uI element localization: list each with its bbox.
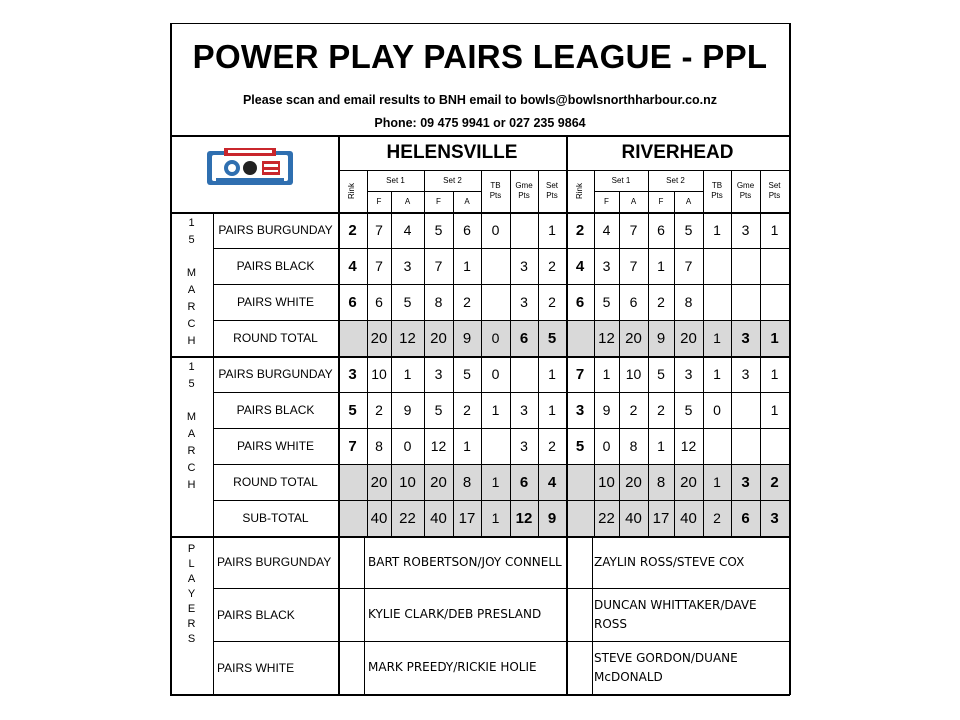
table-row-home-cell: 2 <box>375 402 383 418</box>
table-row-home-cell: 2 <box>463 402 471 418</box>
table-row-away-cell: 3 <box>684 366 693 382</box>
subtotal-row-home-cell: 40 <box>430 509 447 527</box>
table-row-home-cell: 0 <box>491 366 500 382</box>
table-row-home-cell: 7 <box>375 258 383 274</box>
players-side-label: P L A Y E R S <box>187 543 196 645</box>
bowls-north-harbour-logo <box>206 147 294 187</box>
gme-pts-header-away: Gme Pts <box>736 181 755 200</box>
round-total-row-away-cell: 8 <box>656 473 666 491</box>
table-row-away-cell: 1 <box>657 258 665 274</box>
round-total-row-home-cell: 20 <box>430 473 447 491</box>
round-total-row-home-cell: 12 <box>399 329 416 347</box>
tb-pts-header-home: TB Pts <box>489 181 502 200</box>
players-home-names: BART ROBERTSON/JOY CONNELL <box>368 554 562 569</box>
outer-border <box>170 694 790 696</box>
subtotal-row-away-cell: 22 <box>598 509 615 527</box>
table-row-home-cell: 6 <box>348 293 357 311</box>
table-row-away-cell: 2 <box>629 402 638 418</box>
table-row-home-cell: 3 <box>520 438 528 454</box>
table-row-label: PAIRS BURGUNDAY <box>218 367 333 381</box>
table-row-away-cell: 1 <box>602 366 611 382</box>
round-total-row-home-cell: 0 <box>491 330 500 346</box>
table-row-away-cell: 1 <box>770 222 779 238</box>
table-row-home-cell: 9 <box>403 402 412 418</box>
subtotal-row-home-cell: 22 <box>399 509 416 527</box>
table-row-away-cell: 0 <box>713 402 721 418</box>
round-total-row-home-cell: 8 <box>462 473 472 491</box>
table-row-home-cell: 8 <box>375 438 383 454</box>
table-row-home-cell: 5 <box>348 401 357 419</box>
table-row-away-cell: 7 <box>629 258 638 274</box>
table-row-away-cell: 3 <box>741 366 750 382</box>
round-total-row-away-cell: 3 <box>741 473 750 491</box>
players-row-label: PAIRS WHITE <box>217 660 295 675</box>
set2-header-home: Set 2 <box>443 175 462 185</box>
table-row-home-cell: 4 <box>348 257 357 275</box>
table-row-away-cell: 0 <box>602 438 611 454</box>
table-row-home-cell: 10 <box>371 366 387 382</box>
table-row-away-cell: 1 <box>713 366 721 382</box>
table-row-home-cell: 12 <box>430 438 447 454</box>
set1-header-away: Set 1 <box>611 175 631 185</box>
f-header-away: F <box>604 196 609 206</box>
round-total-row-away-cell: 9 <box>656 329 666 347</box>
subtotal-row-away-cell: 17 <box>652 509 670 527</box>
table-row-away-cell: 8 <box>684 294 693 310</box>
round-total-row-home-cell: 20 <box>370 329 388 347</box>
table-row-home-cell: 1 <box>548 402 556 418</box>
rink-header-away: Rink <box>574 182 584 200</box>
table-row-home-cell: 7 <box>434 258 443 274</box>
f-header-away: F <box>658 196 664 206</box>
table-row-away-cell: 1 <box>713 222 721 238</box>
table-row-home-cell: 3 <box>403 258 412 274</box>
players-away-names: DUNCAN WHITTAKER/DAVE ROSS <box>594 597 757 631</box>
table-row-home-cell: 1 <box>548 222 556 238</box>
table-row-away-cell: 4 <box>602 222 611 238</box>
set-pts-header-away: Set Pts <box>768 181 781 200</box>
players-row-label: PAIRS BURGUNDAY <box>217 555 332 569</box>
table-row-away-cell: 6 <box>629 294 638 310</box>
table-row-home-cell: 3 <box>520 402 528 418</box>
table-row-away-cell: 3 <box>741 222 750 238</box>
table-row-away-cell: 6 <box>657 222 665 238</box>
email-instructions: Please scan and email results to BNH email to bowls@bowlsnorthharbour.co.nz <box>242 93 718 107</box>
table-row-home-cell: 7 <box>375 222 383 238</box>
round-total-row-away-cell: 20 <box>625 473 642 491</box>
table-row-away-cell: 5 <box>684 222 693 238</box>
round-total-row-home-cell: 4 <box>547 473 557 491</box>
subtotal-row-away-cell: 2 <box>713 510 721 526</box>
round-total-row-away-cell: 1 <box>713 474 721 490</box>
players-away-names: ZAYLIN ROSS/STEVE COX <box>594 554 745 569</box>
round-total-row-away-cell: 3 <box>741 329 750 347</box>
round-total-row-away-cell: 1 <box>770 329 779 347</box>
table-row-away-cell: 5 <box>684 402 693 418</box>
table-row-away-cell: 8 <box>629 438 638 454</box>
subtotal-row-home-cell: 17 <box>458 509 476 527</box>
table-row-away-cell: 10 <box>625 366 642 382</box>
tb-pts-header-away: TB Pts <box>711 181 723 200</box>
round-total-row-home-cell: 9 <box>462 329 472 347</box>
phone-number: Phone: 09 475 9941 or 027 235 9864 <box>374 116 586 130</box>
table-row-home-cell: 6 <box>375 294 383 310</box>
a-header-home: A <box>404 196 411 206</box>
table-row-home-cell: 1 <box>491 402 500 418</box>
set2-header-away: Set 2 <box>666 175 685 185</box>
round-total-row-home-cell: 6 <box>519 473 529 491</box>
table-row-home-cell: 3 <box>348 365 357 383</box>
set1-header-home: Set 1 <box>386 175 405 185</box>
outer-border <box>789 23 791 695</box>
table-row-home-cell: 2 <box>548 438 556 454</box>
round-total-row-home-cell: 6 <box>519 329 529 347</box>
table-row-away-cell: 2 <box>657 402 665 418</box>
grid-line <box>592 536 593 694</box>
players-home-names: MARK PREEDY/RICKIE HOLIE <box>368 660 537 674</box>
round-total-row-away-cell: 20 <box>625 329 642 347</box>
round-total-row-away-cell: 10 <box>598 473 615 491</box>
date-label-round-1: 1 5 M A R C H <box>186 217 197 347</box>
table-row-home-cell: 2 <box>548 258 556 274</box>
table-row-home-cell: 0 <box>491 222 500 238</box>
table-row-home-cell: 3 <box>434 366 443 382</box>
table-row-label: PAIRS BLACK <box>236 403 315 417</box>
round-total-row-away-cell: 12 <box>598 329 615 347</box>
table-row-home-cell: 4 <box>403 222 412 238</box>
table-row-away-cell: 2 <box>575 221 585 239</box>
table-row-label: PAIRS BURGUNDAY <box>218 223 333 237</box>
table-row-home-cell: 1 <box>403 366 412 382</box>
table-row-home-cell: 5 <box>463 366 471 382</box>
players-away-names: STEVE GORDON/DUANE McDONALD <box>594 650 738 684</box>
round-total-row-home-cell: 20 <box>370 473 388 491</box>
set-pts-header-home: Set Pts <box>545 181 558 200</box>
subtotal-row-home-cell: 1 <box>491 510 500 526</box>
f-header-home: F <box>436 196 441 206</box>
table-row-away-cell: 1 <box>657 438 665 454</box>
outer-border <box>170 23 790 24</box>
table-row-away-cell: 7 <box>684 258 693 274</box>
page-title: POWER PLAY PAIRS LEAGUE - PPL <box>192 38 768 75</box>
date-label-round-2: 1 5 M A R C H <box>186 361 197 491</box>
table-row-home-cell: 3 <box>520 258 528 274</box>
team-name-home: HELENSVILLE <box>386 141 518 163</box>
a-header-away: A <box>630 196 637 206</box>
table-row-away-cell: 7 <box>629 222 638 238</box>
team-name-away: RIVERHEAD <box>621 141 734 163</box>
round-total-row-away-cell: 20 <box>680 473 697 491</box>
table-row-away-cell: 3 <box>602 258 611 274</box>
table-row-label: PAIRS BLACK <box>236 259 315 273</box>
results-sheet <box>170 23 790 695</box>
table-row-away-cell: 4 <box>575 257 585 275</box>
round-total-row-away-cell: 20 <box>680 329 697 347</box>
table-row-home-cell: 0 <box>403 438 412 454</box>
table-row-home-cell: 8 <box>434 294 443 310</box>
round-total-row-home-cell: 5 <box>547 329 557 347</box>
table-row-away-cell: 1 <box>770 402 779 418</box>
table-row-away-cell: 12 <box>680 438 697 454</box>
table-row-away-cell: 7 <box>575 365 585 383</box>
table-row-away-cell: 5 <box>657 366 665 382</box>
table-row-away-cell: 5 <box>602 294 611 310</box>
table-row-home-cell: 5 <box>434 222 443 238</box>
round-total-row-away-cell: 2 <box>770 473 779 491</box>
table-row-home-cell: 2 <box>348 221 357 239</box>
round-total-row-home-cell: 10 <box>399 473 416 491</box>
subtotal-row-label: SUB-TOTAL <box>242 511 309 525</box>
table-row-home-cell: 2 <box>548 294 556 310</box>
table-row-away-cell: 1 <box>770 366 779 382</box>
subtotal-row-home-cell: 9 <box>547 509 557 527</box>
table-row-home-cell: 1 <box>548 366 556 382</box>
round-total-row-home-cell: 1 <box>491 474 500 490</box>
subtotal-row-away-cell: 6 <box>741 509 750 527</box>
f-header-home: F <box>376 196 382 206</box>
table-row-label: PAIRS WHITE <box>236 295 315 309</box>
a-header-away: A <box>685 196 692 206</box>
table-row-home-cell: 5 <box>403 294 412 310</box>
table-row-away-cell: 9 <box>602 402 611 418</box>
table-row-home-cell: 3 <box>520 294 528 310</box>
table-row-label: PAIRS WHITE <box>236 439 315 453</box>
table-row-home-cell: 1 <box>463 258 471 274</box>
subtotal-row-away-cell: 3 <box>770 509 779 527</box>
gme-pts-header-home: Gme Pts <box>515 181 533 200</box>
table-row-home-cell: 6 <box>463 222 471 238</box>
subtotal-row-home-cell: 12 <box>515 509 533 527</box>
table-row-away-cell: 2 <box>657 294 665 310</box>
subtotal-row-away-cell: 40 <box>680 509 697 527</box>
players-home-names: KYLIE CLARK/DEB PRESLAND <box>368 607 542 621</box>
table-row-away-cell: 6 <box>575 293 585 311</box>
round-total-row-away-cell: 1 <box>713 330 721 346</box>
subtotal-row-home-cell: 40 <box>370 509 388 527</box>
table-row-home-cell: 7 <box>348 437 357 455</box>
table-row-home-cell: 1 <box>463 438 471 454</box>
table-row-home-cell: 5 <box>434 402 443 418</box>
subtotal-row-away-cell: 40 <box>625 509 642 527</box>
round-total-row-home-cell: 20 <box>430 329 447 347</box>
round-total-row-label: ROUND TOTAL <box>233 475 318 489</box>
rink-header-home: Rink <box>347 182 357 200</box>
grid-line <box>364 536 365 694</box>
round-total-row-label: ROUND TOTAL <box>233 331 318 345</box>
table-row-away-cell: 5 <box>575 437 585 455</box>
table-row-away-cell: 3 <box>575 401 585 419</box>
a-header-home: A <box>464 196 470 206</box>
players-row-label: PAIRS BLACK <box>217 607 295 622</box>
table-row-home-cell: 2 <box>463 294 471 310</box>
